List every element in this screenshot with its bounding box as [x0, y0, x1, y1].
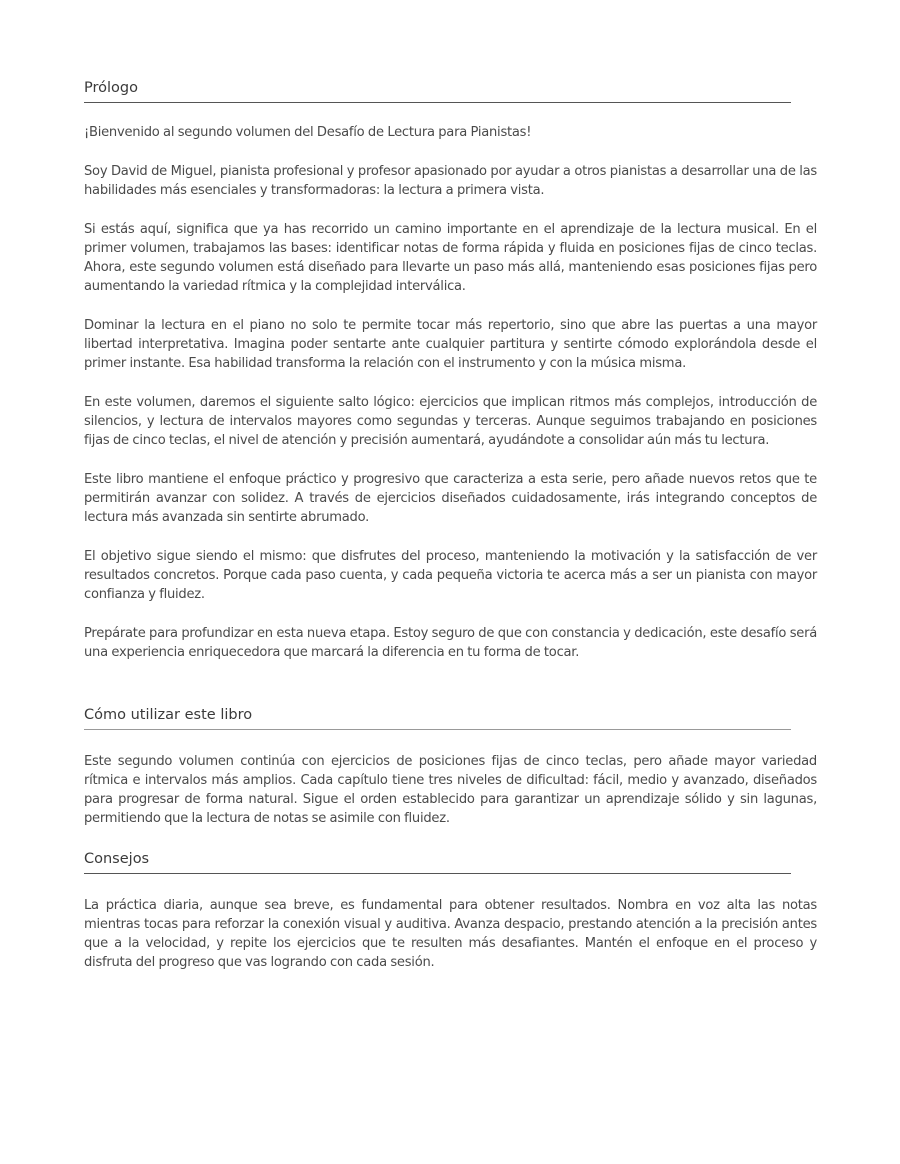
prologo-paragraph-author: Soy David de Miguel, pianista profesional y profesor apasionado por ayudar a otros pianistas a desarrollar una de las habilidades más esenciales y transformadoras: la lectura a primera vista. — [84, 164, 817, 198]
prologo-paragraph-approach: Este libro mantiene el enfoque práctico y progresivo que caracteriza a esta serie, pero añade nuevos retos que te permitirán avanzar con solidez. A través de ejercicios diseñados cuidadosamente, irás integrando conceptos de lectura más avanzada sin sentirte abrumado. — [84, 472, 817, 525]
section-title-como-utilizar: Cómo utilizar este libro — [84, 705, 791, 730]
prologo-paragraph-objective: El objetivo sigue siendo el mismo: que disfrutes del proceso, manteniendo la motivación y la satisfacción de ver resultados concretos. Porque cada paso cuenta, y cada pequeña victoria te acerca más a ser un pianista con mayor confianza y fluidez. — [84, 549, 817, 602]
prologo-paragraph-volume: Si estás aquí, significa que ya has recorrido un camino importante en el aprendizaje de la lectura musical. En el primer volumen, trabajamos las bases: identificar notas de forma rápida y fluida en posiciones fijas de cinco teclas. Ahora, este segundo volumen está diseñado para llevarte un paso más allá, manteniendo esas posiciones fijas pero aumentando la variedad rítmica y la complejidad interválica. — [84, 222, 817, 294]
prologo-paragraph-closing: Prepárate para profundizar en esta nueva etapa. Estoy seguro de que con constancia y dedicación, este desafío será una experiencia enriquecedora que marcará la diferencia en tu forma de tocar. — [84, 626, 817, 660]
prologo-paragraph-mastery: Dominar la lectura en el piano no solo te permite tocar más repertorio, sino que abre las puertas a una mayor libertad interpretativa. Imagina poder sentarte ante cualquier partitura y sentirte cómodo explorándola desde el primer instante. Esa habilidad transforma la relación con el instrumento y con la música misma. — [84, 318, 817, 371]
section-title-prologo: Prólogo — [84, 78, 791, 103]
consejos-paragraph: La práctica diaria, aunque sea breve, es fundamental para obtener resultados. Nombra en voz alta las notas mientras tocas para reforzar la conexión visual y auditiva. Avanza despacio, prestando atención a la precisión antes que a la velocidad, y repite los ejercicios que te resulten más desafiantes. Mantén el enfoque en el proceso y disfruta del progreso que vas logrando con cada sesión. — [84, 898, 817, 970]
prologo-paragraph-next-step: En este volumen, daremos el siguiente salto lógico: ejercicios que implican ritmos más complejos, introducción de silencios, y lectura de intervalos mayores como segundas y terceras. Aunque seguimos trabajando en posiciones fijas de cinco teclas, el nivel de atención y precisión aumentará, ayudándote a consolidar aún más tu lectura. — [84, 395, 817, 448]
section-title-consejos: Consejos — [84, 849, 791, 874]
como-utilizar-paragraph: Este segundo volumen continúa con ejercicios de posiciones fijas de cinco teclas, pero añade mayor variedad rítmica e intervalos más amplios. Cada capítulo tiene tres niveles de dificultad: fácil, medio y avanzado, diseñados para progresar de forma natural. Sigue el orden establecido para garantizar un aprendizaje sólido y sin lagunas, permitiendo que la lectura de notas se asimile con fluidez. — [84, 754, 817, 826]
prologo-paragraph-welcome: ¡Bienvenido al segundo volumen del Desafío de Lectura para Pianistas! — [84, 125, 532, 140]
